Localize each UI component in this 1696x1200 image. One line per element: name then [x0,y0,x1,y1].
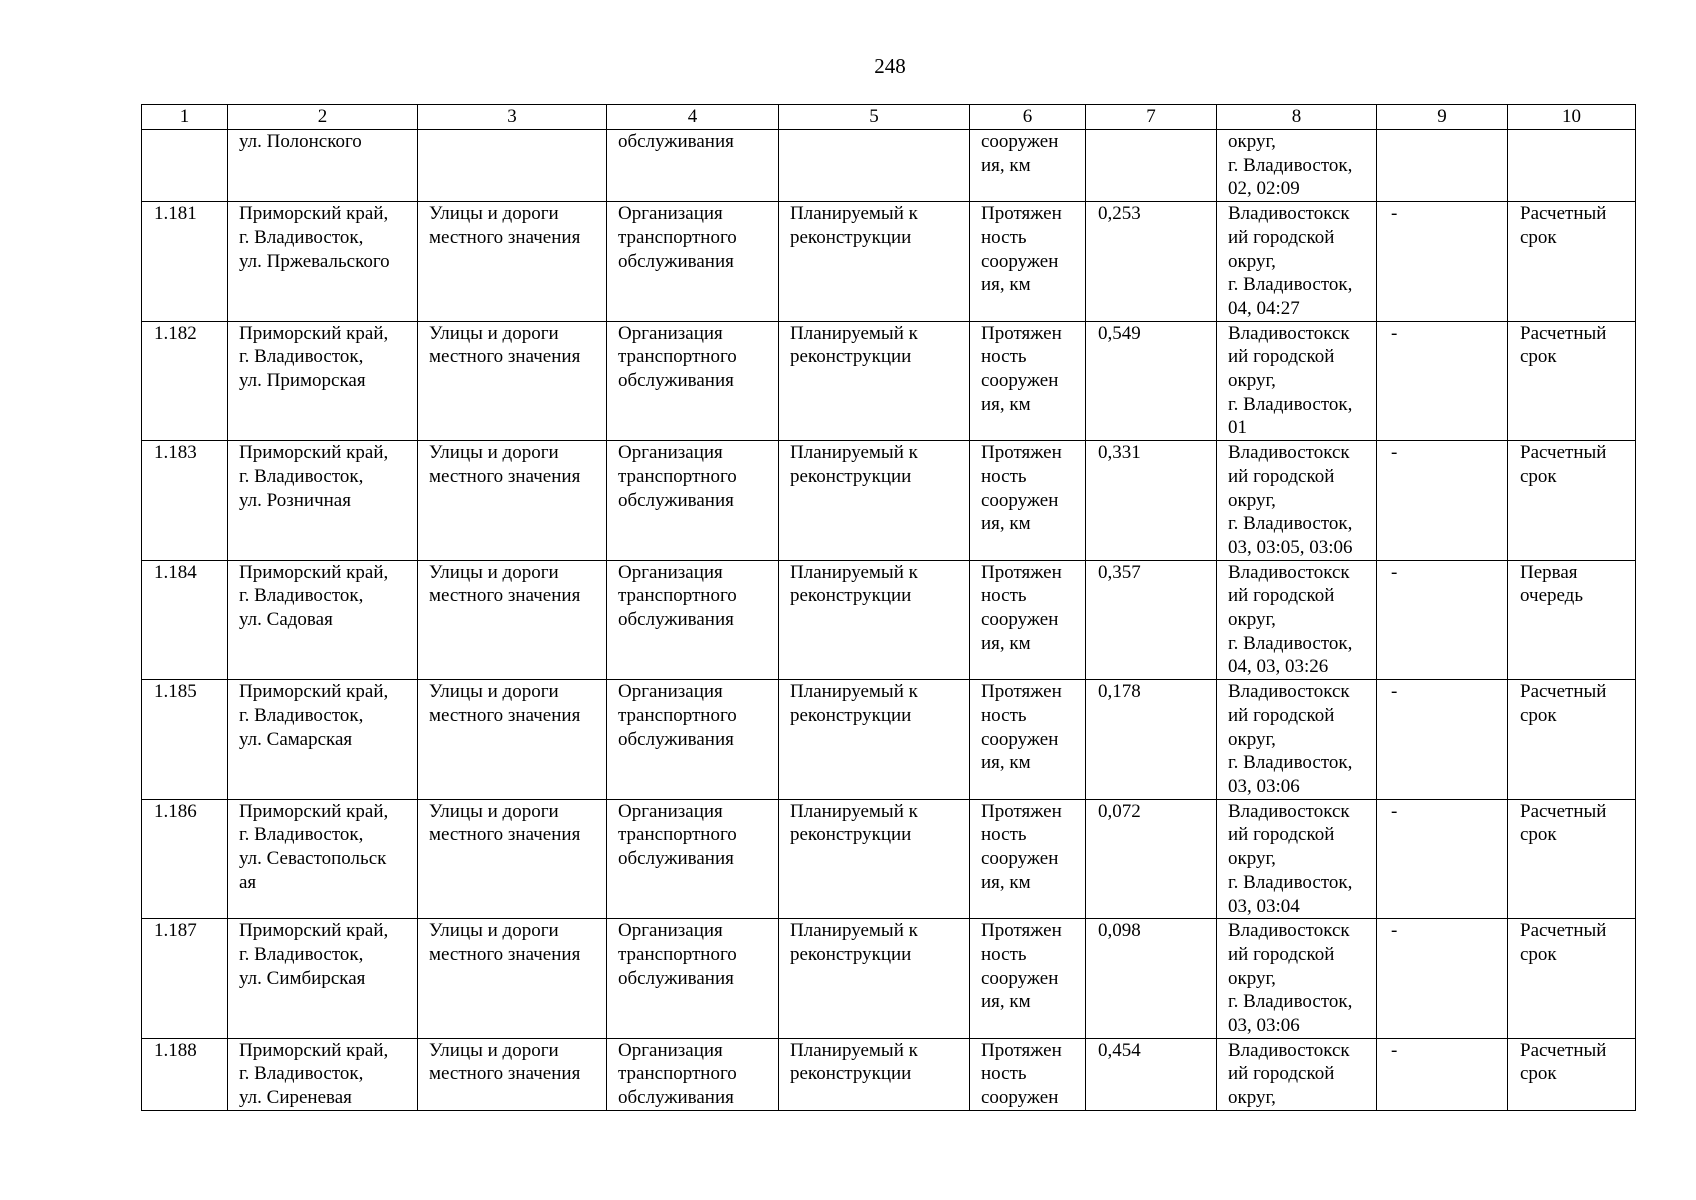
column-header: 2 [228,105,418,130]
object-type-cell: Улицы и дороги местного значения [418,441,607,561]
object-type-cell: Улицы и дороги местного значения [418,799,607,919]
characteristic-cell: Протяжен ность сооружен ия, км [970,680,1086,800]
row-number-cell: 1.186 [142,799,228,919]
characteristic-cell: Протяжен ность сооружен ия, км [970,441,1086,561]
table-row [142,441,1636,561]
row-number-cell: 1.187 [142,919,228,1039]
row-number-cell: 1.183 [142,441,228,561]
object-type-cell: Улицы и дороги местного значения [418,321,607,441]
zone-cell: округ, г. Владивосток, 02, 02:09 [1217,130,1377,202]
characteristic-cell: Протяжен ность сооружен ия, км [970,202,1086,322]
column-header: 4 [607,105,779,130]
purpose-cell: Организация транспортного обслуживания [607,202,779,322]
purpose-cell: обслуживания [607,130,779,202]
purpose-cell: Организация транспортного обслуживания [607,680,779,800]
zone-cell: Владивостокск ий городской округ, г. Владивосток, 03, 03:05, 03:06 [1217,441,1377,561]
column-9-cell: - [1377,1038,1508,1110]
status-cell: Планируемый к реконструкции [779,680,970,800]
characteristic-cell: Протяжен ность сооружен ия, км [970,321,1086,441]
object-type-cell: Улицы и дороги местного значения [418,202,607,322]
purpose-cell: Организация транспортного обслуживания [607,321,779,441]
purpose-cell: Организация транспортного обслуживания [607,560,779,680]
value-cell: 0,072 [1086,799,1217,919]
purpose-cell: Организация транспортного обслуживания [607,799,779,919]
value-cell: 0,357 [1086,560,1217,680]
location-cell: ул. Полонского [228,130,418,202]
location-cell: Приморский край, г. Владивосток, ул. Сиреневая [228,1038,418,1110]
column-9-cell: - [1377,441,1508,561]
purpose-cell: Организация транспортного обслуживания [607,441,779,561]
zone-cell: Владивостокск ий городской округ, г. Владивосток, 03, 03:06 [1217,680,1377,800]
table-row [142,130,1636,202]
column-9-cell: - [1377,680,1508,800]
column-header: 10 [1508,105,1636,130]
term-cell: Расчетный срок [1508,799,1636,919]
purpose-cell: Организация транспортного обслуживания [607,919,779,1039]
column-9-cell: - [1377,799,1508,919]
table-row [142,202,1636,322]
column-header: 9 [1377,105,1508,130]
object-type-cell [418,130,607,202]
column-header: 3 [418,105,607,130]
column-header: 7 [1086,105,1217,130]
location-cell: Приморский край, г. Владивосток, ул. Симбирская [228,919,418,1039]
table-row [142,560,1636,680]
term-cell: Расчетный срок [1508,202,1636,322]
value-cell [1086,130,1217,202]
status-cell: Планируемый к реконструкции [779,919,970,1039]
table-row [142,680,1636,800]
status-cell [779,130,970,202]
zone-cell: Владивостокск ий городской округ, [1217,1038,1377,1110]
column-number-row [142,105,1636,130]
zone-cell: Владивостокск ий городской округ, г. Владивосток, 01 [1217,321,1377,441]
zone-cell: Владивостокск ий городской округ, г. Владивосток, 03, 03:04 [1217,799,1377,919]
characteristic-cell: Протяжен ность сооружен [970,1038,1086,1110]
table-row [142,1038,1636,1110]
zone-cell: Владивостокск ий городской округ, г. Владивосток, 04, 04:27 [1217,202,1377,322]
column-9-cell: - [1377,919,1508,1039]
value-cell: 0,331 [1086,441,1217,561]
object-type-cell: Улицы и дороги местного значения [418,1038,607,1110]
location-cell: Приморский край, г. Владивосток, ул. Садовая [228,560,418,680]
location-cell: Приморский край, г. Владивосток, ул. Севастопольск ая [228,799,418,919]
value-cell: 0,098 [1086,919,1217,1039]
column-header: 1 [142,105,228,130]
object-type-cell: Улицы и дороги местного значения [418,680,607,800]
status-cell: Планируемый к реконструкции [779,441,970,561]
location-cell: Приморский край, г. Владивосток, ул. Пржевальского [228,202,418,322]
column-header: 8 [1217,105,1377,130]
status-cell: Планируемый к реконструкции [779,321,970,441]
column-header: 5 [779,105,970,130]
term-cell: Расчетный срок [1508,919,1636,1039]
term-cell: Расчетный срок [1508,321,1636,441]
status-cell: Планируемый к реконструкции [779,560,970,680]
term-cell: Расчетный срок [1508,680,1636,800]
status-cell: Планируемый к реконструкции [779,799,970,919]
term-cell: Расчетный срок [1508,1038,1636,1110]
value-cell: 0,253 [1086,202,1217,322]
row-number-cell: 1.181 [142,202,228,322]
column-9-cell: - [1377,321,1508,441]
row-number-cell: 1.182 [142,321,228,441]
zone-cell: Владивостокск ий городской округ, г. Владивосток, 04, 03, 03:26 [1217,560,1377,680]
location-cell: Приморский край, г. Владивосток, ул. Розничная [228,441,418,561]
row-number-cell: 1.188 [142,1038,228,1110]
column-header: 6 [970,105,1086,130]
page-number: 248 [874,54,906,78]
table-row [142,799,1636,919]
planning-objects-table [141,104,1636,1111]
column-9-cell: - [1377,202,1508,322]
value-cell: 0,178 [1086,680,1217,800]
object-type-cell: Улицы и дороги местного значения [418,560,607,680]
term-cell: Расчетный срок [1508,441,1636,561]
status-cell: Планируемый к реконструкции [779,202,970,322]
value-cell: 0,549 [1086,321,1217,441]
location-cell: Приморский край, г. Владивосток, ул. Приморская [228,321,418,441]
row-number-cell [142,130,228,202]
purpose-cell: Организация транспортного обслуживания [607,1038,779,1110]
term-cell: Первая очередь [1508,560,1636,680]
column-9-cell: - [1377,560,1508,680]
row-number-cell: 1.185 [142,680,228,800]
row-number-cell: 1.184 [142,560,228,680]
status-cell: Планируемый к реконструкции [779,1038,970,1110]
value-cell: 0,454 [1086,1038,1217,1110]
characteristic-cell: сооружен ия, км [970,130,1086,202]
location-cell: Приморский край, г. Владивосток, ул. Самарская [228,680,418,800]
term-cell [1508,130,1636,202]
table-row [142,919,1636,1039]
column-9-cell [1377,130,1508,202]
characteristic-cell: Протяжен ность сооружен ия, км [970,560,1086,680]
table-row [142,321,1636,441]
zone-cell: Владивостокск ий городской округ, г. Владивосток, 03, 03:06 [1217,919,1377,1039]
object-type-cell: Улицы и дороги местного значения [418,919,607,1039]
characteristic-cell: Протяжен ность сооружен ия, км [970,919,1086,1039]
characteristic-cell: Протяжен ность сооружен ия, км [970,799,1086,919]
